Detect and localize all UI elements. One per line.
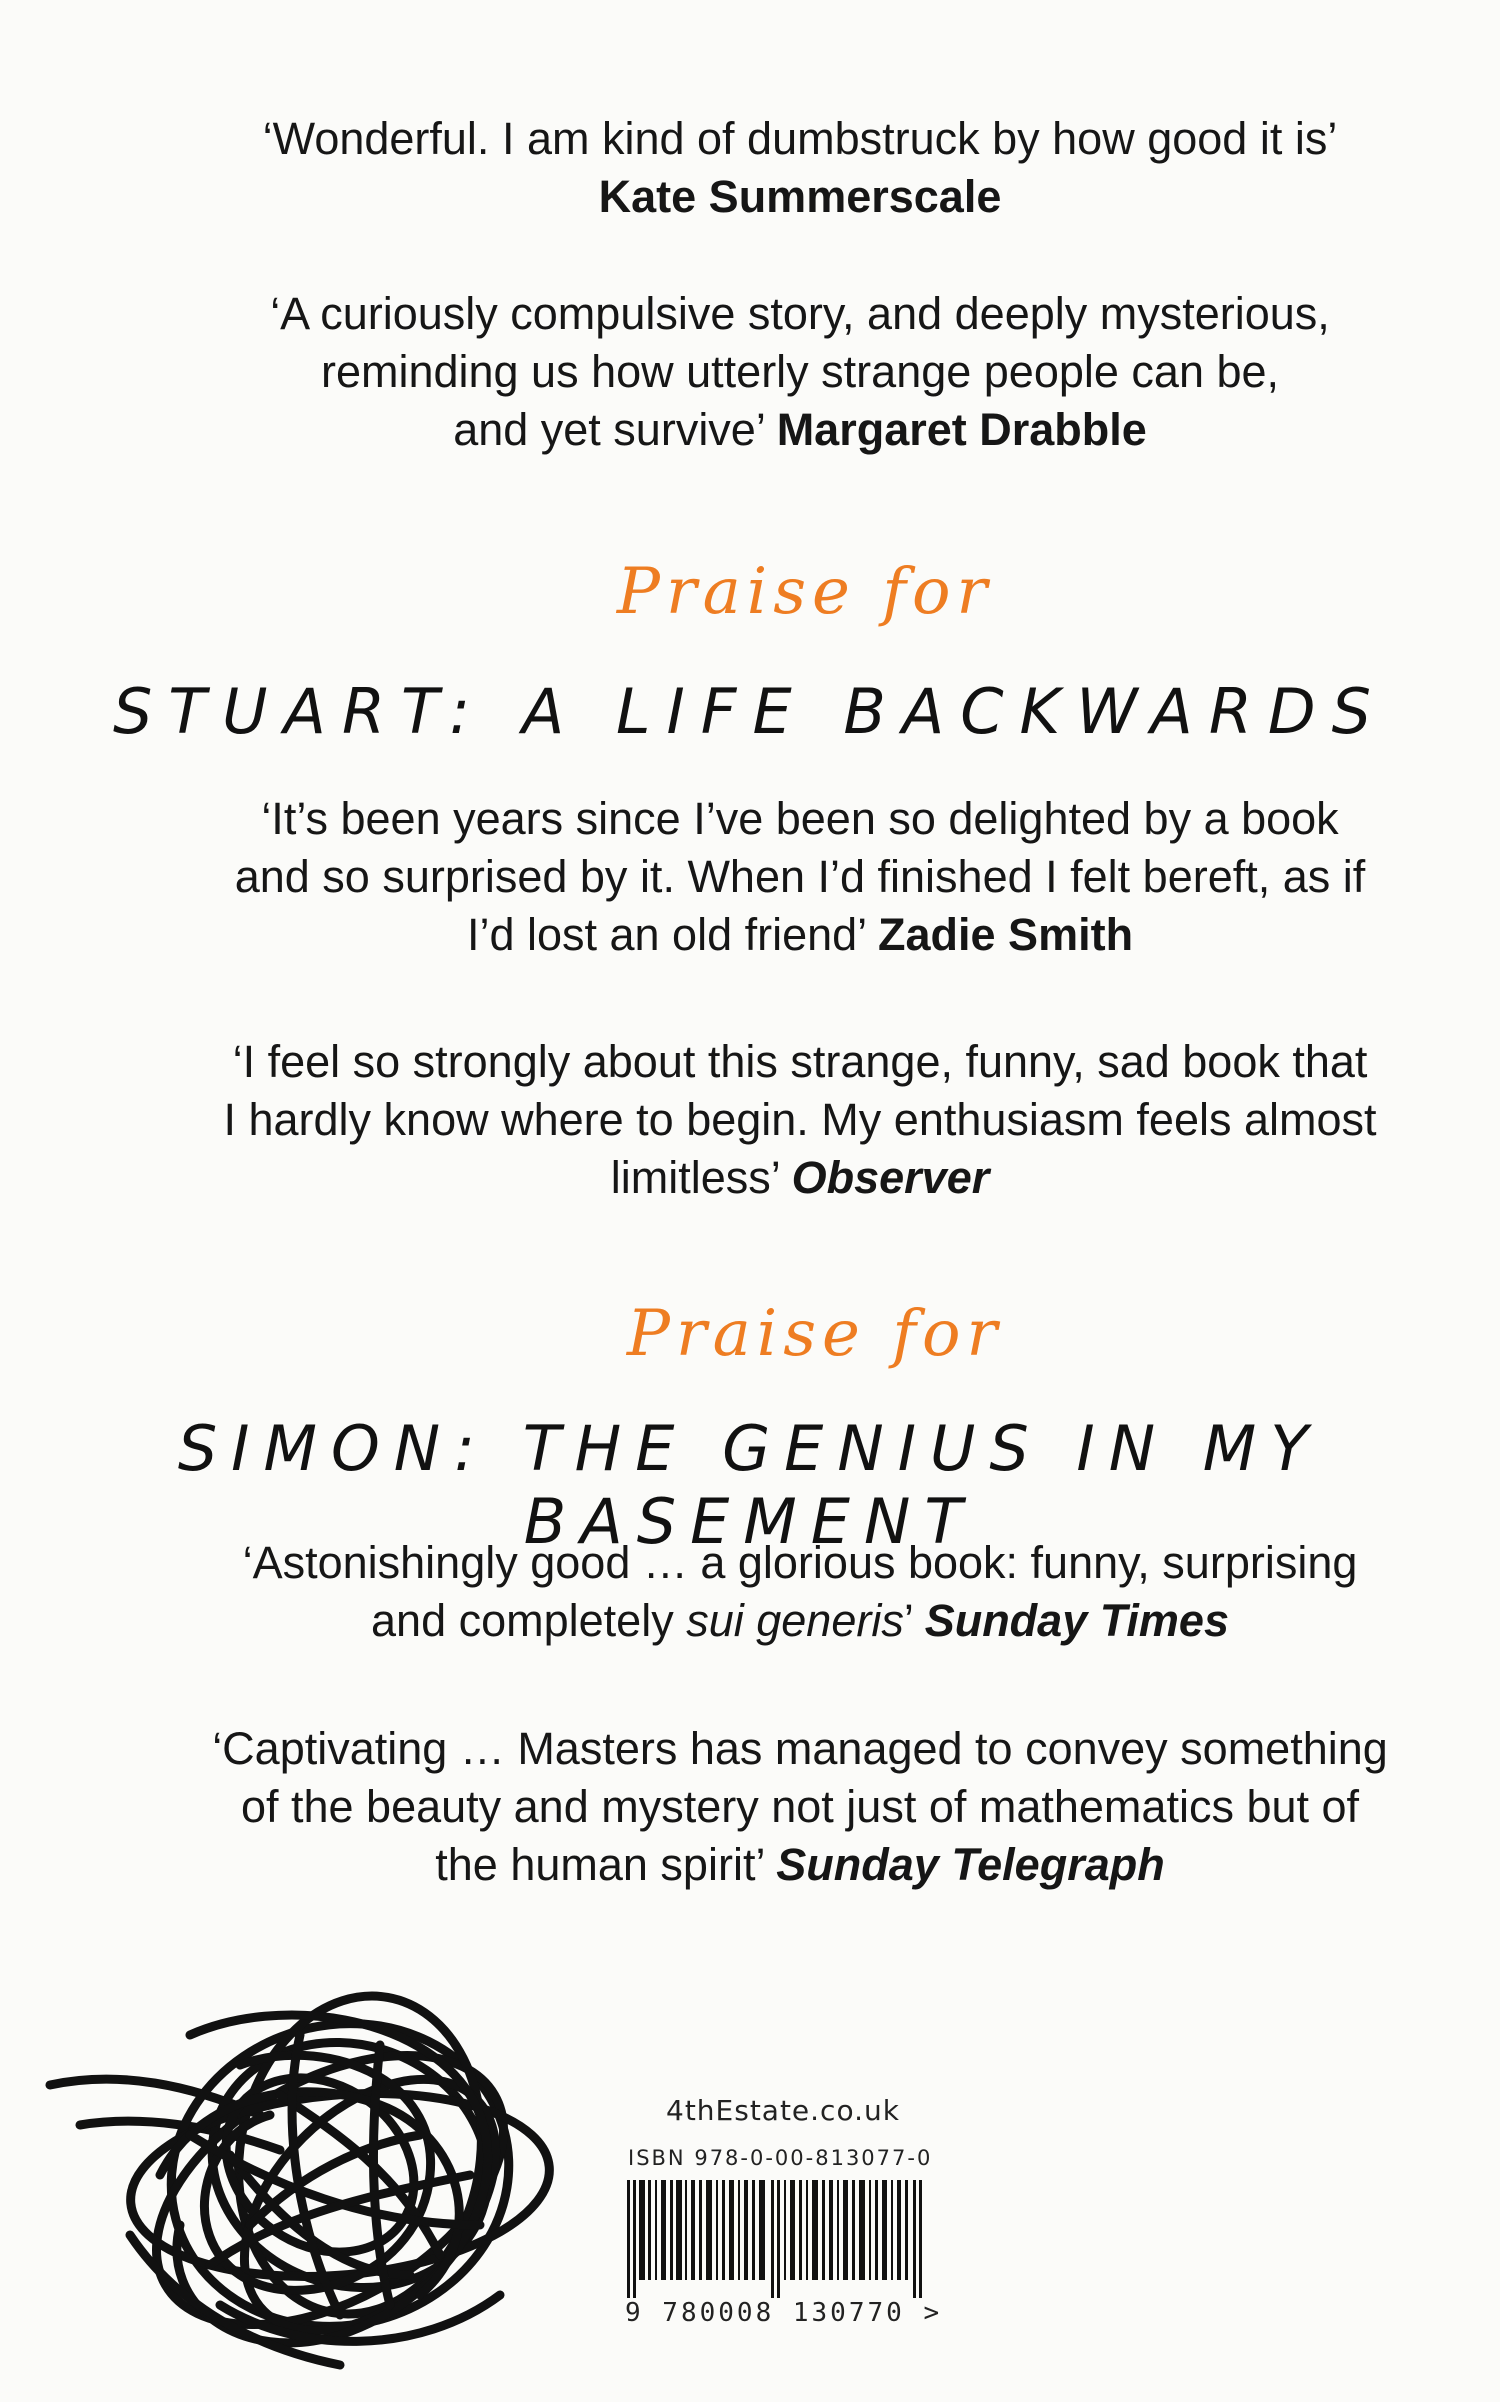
quote-line: and so surprised by it. When I’d finished I felt bereft, as if bbox=[234, 851, 1366, 902]
quote-italic-phrase: sui generis bbox=[686, 1595, 904, 1646]
quote-attribution: Sunday Times bbox=[924, 1595, 1229, 1646]
quote-attribution: Observer bbox=[791, 1152, 990, 1203]
quote-line: limitless’ bbox=[610, 1152, 780, 1203]
quote-line: and completely bbox=[371, 1595, 674, 1646]
quote-line-with-attribution bbox=[130, 906, 1470, 964]
quote-line: I hardly know where to begin. My enthusiasm feels almost bbox=[223, 1094, 1377, 1145]
quote-close-mark: ’ bbox=[903, 1595, 913, 1646]
quote-attribution: Margaret Drabble bbox=[776, 404, 1147, 455]
praise-for-label: Praise for bbox=[626, 1297, 1004, 1371]
quote-sunday-times bbox=[130, 1534, 1470, 1650]
praise-for-label: Praise for bbox=[616, 555, 994, 629]
quote-line-with-attribution bbox=[130, 1149, 1470, 1207]
quote-line: ‘Astonishingly good … a glorious book: funny, surprising bbox=[242, 1537, 1358, 1588]
barcode-digits: 9 780008 130770 > bbox=[625, 2298, 943, 2328]
isbn-line bbox=[628, 2146, 932, 2170]
quote-line-with-attribution bbox=[130, 401, 1470, 459]
quote-attribution: Zadie Smith bbox=[878, 909, 1134, 960]
isbn-number: 978-0-00-813077-0 bbox=[694, 2146, 933, 2170]
quote-line: I’d lost an old friend’ bbox=[466, 909, 866, 960]
quote-line: ‘Captivating … Masters has managed to convey something bbox=[212, 1723, 1388, 1774]
quote-attribution: Sunday Telegraph bbox=[776, 1839, 1165, 1890]
quote-kate-summerscale bbox=[130, 110, 1470, 226]
quote-margaret-drabble bbox=[130, 285, 1470, 459]
quote-line-with-attribution bbox=[130, 1592, 1470, 1650]
book-title-stuart: STUART: A LIFE BACKWARDS bbox=[112, 675, 1388, 748]
quote-line: ‘A curiously compulsive story, and deeply mysterious, bbox=[270, 288, 1330, 339]
quote-line-with-attribution bbox=[130, 1836, 1470, 1894]
quote-zadie-smith bbox=[130, 790, 1470, 964]
book-title-simon: SIMON: THE GENIUS IN MY BASEMENT bbox=[177, 1412, 1323, 1558]
quote-line: the human spirit’ bbox=[435, 1839, 764, 1890]
quote-observer bbox=[130, 1033, 1470, 1207]
quote-attribution: Kate Summerscale bbox=[598, 171, 1002, 222]
quote-sunday-telegraph bbox=[130, 1720, 1470, 1894]
barcode bbox=[625, 2180, 935, 2298]
scribble-illustration bbox=[40, 1975, 640, 2395]
quote-line: ‘It’s been years since I’ve been so delighted by a book bbox=[261, 793, 1339, 844]
quote-line: and yet survive’ bbox=[453, 404, 765, 455]
quote-line: ‘I feel so strongly about this strange, funny, sad book that bbox=[232, 1036, 1368, 1087]
isbn-label: ISBN bbox=[628, 2146, 686, 2170]
quote-line: reminding us how utterly strange people can be, bbox=[320, 346, 1280, 397]
quote-line: of the beauty and mystery not just of mathematics but of bbox=[240, 1781, 1360, 1832]
quote-text: ‘Wonderful. I am kind of dumbstruck by how good it is’ bbox=[262, 113, 1338, 164]
publisher-website: 4thEstate.co.uk bbox=[666, 2094, 900, 2127]
